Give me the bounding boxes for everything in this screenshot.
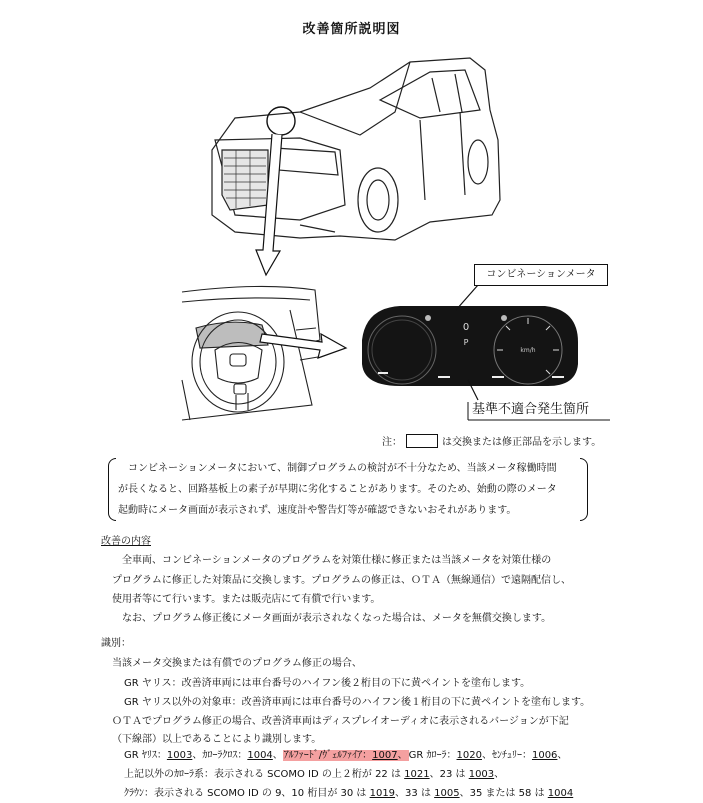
identification-line: GR ヤリス：改善済車両には車台番号のハイフン後２桁目の下に黄ペイントを塗布します。 (124, 678, 531, 689)
remedy-line: なお、プログラム修正後にメータ画面が表示されなくなった場合は、メータを無償交換します。 (112, 613, 552, 624)
notice-line: が長くなると、回路基板上の素子が早期に劣化することがあります。そのため、始動の際のメータ (118, 484, 557, 495)
remedy-line: プログラムに修正した対策品に交換します。プログラムの修正は、ＯＴＡ（無線通信）で遠隔配信し、 (112, 575, 571, 586)
century-label: ｾﾝﾁｭﾘｰ： (491, 750, 532, 761)
corolla-prefix: 上記以外のｶﾛｰﾗ系：表示される SCOMO ID の上２桁が 22 は (124, 769, 405, 780)
corolla-version-2: 1003 (468, 769, 495, 780)
alphard-highlight: ｱﾙﾌｧｰﾄﾞ/ｳﾞｪﾙﾌｧｲｱ：1007、 (283, 750, 408, 761)
identification-line: ＯＴＡでプログラム修正の場合、改善済車両はディスプレイオーディオに表示されるバージョンが下記 (112, 716, 569, 727)
legend-box (406, 434, 438, 448)
svg-text:km/h: km/h (520, 347, 536, 354)
corolla-version-1: 1021 (404, 769, 430, 780)
corolla-cross-version: 1004 (247, 750, 273, 761)
crown-prefix: ｸﾗｳﾝ：表示される SCOMO ID の 9、10 桁目が 30 は (124, 788, 370, 799)
gr-yaris-version: 1003 (166, 750, 193, 761)
defect-notice (108, 458, 588, 521)
corolla-cross-label: 、ｶﾛｰﾗｸﾛｽ： (192, 750, 248, 761)
gr-corolla-label: GR ｶﾛｰﾗ： (408, 750, 457, 761)
identification-line: （下線部）以上であることにより識別します。 (112, 734, 322, 745)
crown-version-2: 1005 (434, 788, 460, 799)
page-title: 改善箇所説明図 (302, 22, 401, 37)
steering-drawing (182, 286, 320, 420)
identification-line: GR ヤリス以外の対象車：改善済車両には車台番号のハイフン後１桁目の下に黄ペイントを塗布します。 (124, 697, 591, 708)
svg-text:0: 0 (462, 322, 470, 333)
crown-line (124, 784, 573, 799)
remedy-line: 全車両、コンビネーションメータのプログラムを対策仕様に修正または当該メータを対策仕様の (112, 555, 552, 566)
crown-version-3: 1004 (547, 788, 574, 799)
crown-mid-1: 、33 は (395, 788, 435, 799)
svg-text:P: P (463, 338, 469, 347)
century-version: 1006 (531, 750, 558, 761)
gr-yaris-label: GR ﾔﾘｽ： (124, 750, 167, 761)
corolla-line: 上記以外のｶﾛｰﾗ系：表示される SCOMO ID の上２桁が 22 は 1021、23 は 1003、 (124, 769, 505, 780)
meter-callout-label: コンビネーションメータ (474, 264, 608, 286)
alphard-version: 1007 (372, 750, 398, 761)
defect-location-label: 基準不適合発生箇所 (472, 402, 590, 417)
remedy-line: 使用者等にて行います。または販売店にて有償で行います。 (112, 594, 381, 605)
alphard-label: ｱﾙﾌｧｰﾄﾞ/ｳﾞｪﾙﾌｧｲｱ： (283, 750, 373, 761)
gr-corolla-version: 1020 (456, 750, 482, 761)
bracket-left (108, 458, 116, 521)
notice-line: 起動時にメータ画面が表示されず、速度計や警告灯等が確認できないおそれがあります。 (118, 505, 517, 516)
crown-version-1: 1019 (369, 788, 396, 799)
identification-heading: 識別： (101, 638, 131, 649)
identification-line: 当該メータ交換または有償でのプログラム修正の場合、 (112, 658, 362, 669)
corolla-mid: 、23 は (429, 769, 469, 780)
legend (382, 433, 601, 448)
legend-text: は交換または修正部品を示します。 (442, 437, 602, 448)
legend-prefix: 注： (382, 437, 402, 448)
combination-meter-drawing (362, 306, 578, 386)
remedy-heading: 改善の内容 (101, 536, 151, 547)
vehicle-drawing (212, 58, 500, 240)
notice-line: コンビネーションメータにおいて、制御プログラムの検討が不十分なため、当該メータ稼働時間 (118, 463, 557, 474)
crown-mid-2: 、35 または 58 は (459, 788, 548, 799)
versions-line: GR ﾔﾘｽ：1003、ｶﾛｰﾗｸﾛｽ：1004、ｱﾙﾌｧｰﾄﾞ/ｳﾞｪﾙﾌｧｲｱ：1007、GR ｶﾛｰﾗ：1020、ｾﾝﾁｭﾘｰ：1006、 (124, 750, 568, 761)
bracket-right (580, 458, 588, 521)
